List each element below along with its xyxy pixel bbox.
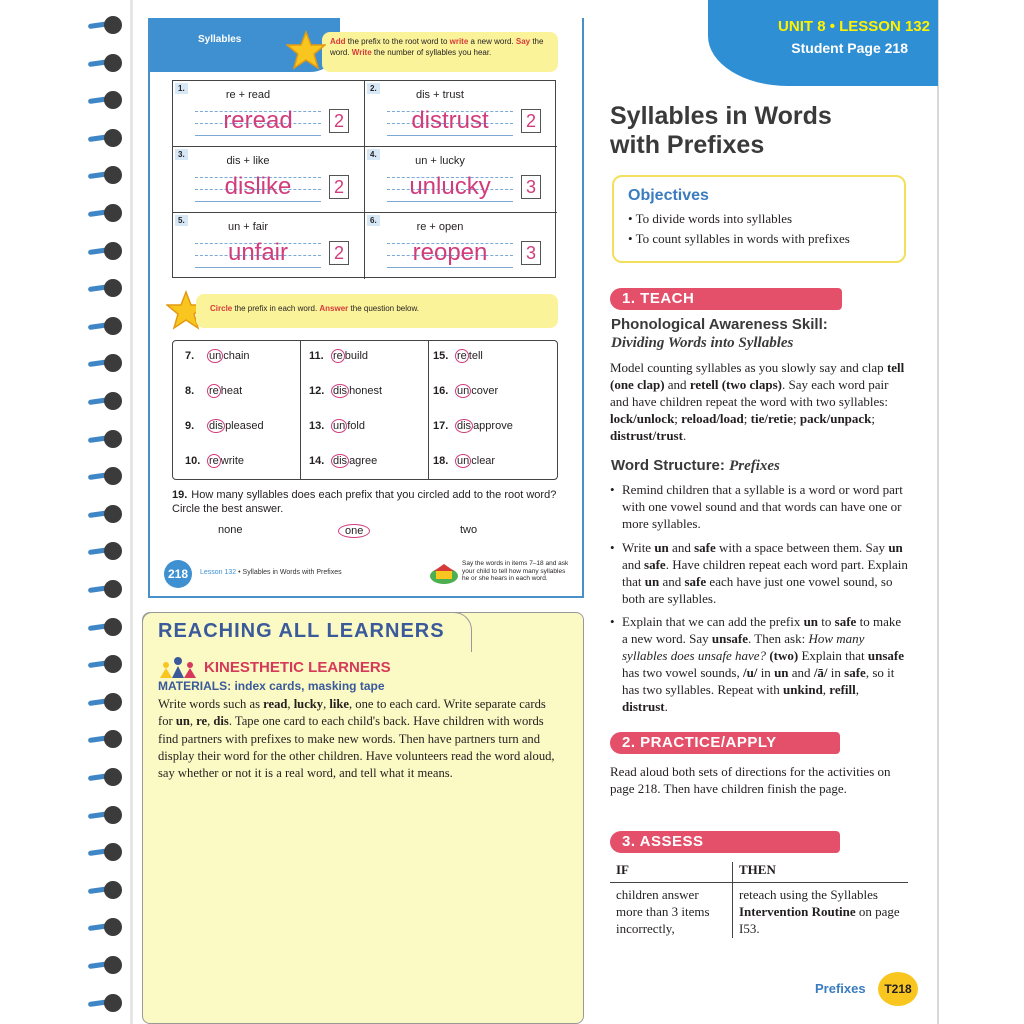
spiral-ring — [82, 392, 126, 410]
writing-line — [195, 201, 321, 202]
item-number: 11. — [309, 350, 324, 362]
item-number: 17. — [433, 420, 449, 432]
exercise1-cell — [173, 81, 365, 147]
word-parts: dis + like — [226, 155, 270, 167]
spiral-ring — [82, 655, 126, 673]
exercise2-item — [309, 384, 382, 398]
exercise2-item — [309, 349, 368, 363]
spiral-ring — [82, 129, 126, 147]
table-rule — [610, 882, 908, 883]
objectives-list — [628, 209, 890, 249]
directions-box-2 — [196, 294, 558, 328]
circled-prefix: un — [333, 420, 346, 432]
footer-lesson-text — [200, 569, 342, 576]
phonics-alive-logo — [426, 562, 462, 586]
word-remainder: build — [344, 350, 369, 362]
page-number: 218 — [164, 560, 192, 588]
spiral-ring — [82, 918, 126, 936]
student-page-banner — [150, 18, 586, 78]
item-number: 8. — [185, 385, 195, 397]
dir-text-4: the number of syllables you hear. — [371, 48, 492, 57]
objective-item: • To count syllables in words with prefixes — [628, 229, 890, 249]
directions-box-1 — [322, 32, 558, 72]
objective-item: • To divide words into syllables — [628, 209, 890, 229]
spiral-ring — [82, 505, 126, 523]
item-number: 6. — [367, 215, 380, 226]
reaching-body — [158, 696, 562, 782]
exercise1-cell — [365, 213, 557, 279]
circled-prefix: re — [209, 385, 219, 397]
skill-subtitle: Dividing Words into Syllables — [611, 335, 794, 351]
bold-word: dis — [213, 714, 229, 729]
item-number: 18. — [433, 455, 449, 467]
spiral-ring — [82, 580, 126, 598]
table-divider — [732, 862, 733, 938]
exercise2-item — [185, 384, 242, 398]
dir2-circle: Circle — [210, 304, 233, 313]
body-text: , — [323, 697, 330, 711]
then-cell — [739, 886, 909, 937]
spiral-ring — [82, 279, 126, 297]
spiral-binding — [82, 0, 132, 1024]
bold-word: read — [263, 697, 288, 711]
circled-prefix: re — [209, 455, 219, 467]
item-number: 2. — [367, 83, 380, 94]
spiral-ring — [82, 91, 126, 109]
materials-label: MATERIALS: — [158, 679, 232, 693]
question-19-number: 19. — [172, 489, 188, 501]
then-text-1: reteach using the Syllables — [739, 887, 878, 902]
exercise2-item — [309, 419, 365, 433]
spiral-ring — [82, 204, 126, 222]
body-text: Write words such as — [158, 697, 264, 711]
star-icon — [286, 30, 326, 70]
question-19-text: How many syllables does each prefix that you circled add to the root word? Circle the best answer. — [172, 489, 557, 515]
practice-paragraph: Read aloud both sets of directions for the activities on page 218. Then have children finish the page. — [610, 764, 891, 796]
answer-none: none — [218, 524, 243, 536]
written-word: reopen — [412, 239, 488, 266]
spiral-ring — [82, 956, 126, 974]
writing-line — [195, 135, 321, 136]
dir-add: Add — [330, 37, 346, 46]
spiral-ring — [82, 843, 126, 861]
spiral-ring — [82, 542, 126, 560]
item-number: 1. — [175, 83, 188, 94]
item-number: 5. — [175, 215, 188, 226]
kinesthetic-people-icon — [158, 656, 198, 680]
student-page — [148, 18, 584, 598]
circled-prefix: dis — [333, 385, 348, 397]
dir2-text-2: the question below. — [348, 304, 420, 313]
word-remainder: honest — [349, 385, 383, 397]
exercise1-cell — [365, 147, 557, 213]
exercise2-item — [185, 419, 264, 433]
dir-text-1: the prefix to the root word to — [345, 37, 450, 46]
bullet-item: • Explain that we can add the prefix un to safe to make a new word. Say unsafe. Then ask: How many syllables does unsafe have? (two) Explain that unsafe has two vowel sounds, /u/ in un and /ā/ in safe, so it has two syllables. Repeat with unkind, refill, distrust. — [610, 613, 908, 715]
word-remainder: agree — [349, 455, 378, 467]
if-cell: children answer more than 3 items incorrectly, — [616, 887, 710, 936]
dir2-text-1: the prefix in each word. — [232, 304, 320, 313]
syllable-count-box: 2 — [329, 175, 349, 199]
if-header: IF — [616, 862, 629, 877]
unit-lesson: UNIT 8 • LESSON 132 — [778, 18, 930, 35]
item-number: 13. — [309, 420, 325, 432]
body-text: , — [189, 714, 197, 729]
bold-word: re — [196, 714, 208, 729]
circled-prefix: un — [457, 455, 470, 467]
item-number: 10. — [185, 455, 201, 467]
exercise2-item — [309, 454, 377, 468]
bold-word: un — [175, 714, 190, 729]
dir-text-2: a new word. — [468, 37, 516, 46]
syllable-count-box: 2 — [521, 109, 541, 133]
dir-write: write — [449, 37, 469, 46]
footer-prefixes-label: Prefixes — [815, 981, 866, 996]
then-text-bold: Intervention Routine — [739, 904, 856, 919]
student-page-ref: Student Page 218 — [791, 40, 908, 56]
then-header: THEN — [739, 862, 776, 877]
exercise2-item — [185, 454, 244, 468]
lesson-title — [610, 102, 910, 160]
section-teach: 1. TEACH — [610, 288, 842, 310]
skill-title: Phonological Awareness Skill: — [611, 316, 828, 333]
item-number: 12. — [309, 385, 325, 397]
bullet-item: • Remind children that a syllable is a word or word part with one vowel sound and that words can have one or more syllables. — [610, 481, 908, 532]
body-text: , — [287, 697, 294, 711]
spiral-ring — [82, 242, 126, 260]
exercise1-cell — [173, 213, 365, 279]
lesson-title-line1: Syllables in Words — [610, 102, 832, 130]
footer-lesson: Lesson 132 — [200, 569, 237, 576]
word-remainder: cover — [471, 385, 499, 397]
word-remainder: approve — [473, 420, 513, 432]
circled-prefix: re — [333, 350, 343, 362]
exercise2-item — [433, 454, 495, 468]
section-label: Syllables — [198, 34, 242, 45]
body-text: . Tape one card to each child's back. Have children with words find partners with prefixes to make new words. Then have partners turn and display their word for the other children. Have volunteers read the word aloud, say whether or not it is a real word, and tell what it means. — [158, 714, 555, 781]
written-word: reread — [223, 107, 293, 134]
body-text: , — [207, 714, 214, 729]
body-text: , one to each card. Write separate cards for — [158, 697, 546, 729]
circled-prefix: dis — [209, 420, 224, 432]
exercise2-item — [433, 419, 513, 433]
footer-page-number: T218 — [878, 972, 918, 1006]
word-structure-subtitle: Prefixes — [729, 458, 780, 474]
spiral-ring — [82, 806, 126, 824]
written-word: unlucky — [409, 173, 491, 200]
spiral-ring — [82, 618, 126, 636]
spiral-ring — [82, 730, 126, 748]
spiral-ring — [82, 881, 126, 899]
lesson-title-line2: with Prefixes — [610, 131, 765, 159]
kinesthetic-title: KINESTHETIC LEARNERS — [204, 659, 391, 676]
word-structure-title: Word Structure: — [611, 457, 725, 474]
exercise1-cell — [365, 81, 557, 147]
spiral-ring — [82, 467, 126, 485]
word-structure-heading — [611, 457, 780, 475]
written-word: dislike — [224, 173, 292, 200]
syllable-count-box: 3 — [521, 241, 541, 265]
written-word: distrust — [411, 107, 489, 134]
word-remainder: tell — [468, 350, 483, 362]
writing-line — [387, 135, 513, 136]
item-number: 3. — [175, 149, 188, 160]
section-practice: 2. PRACTICE/APPLY — [610, 732, 840, 754]
dir-write2: Write — [351, 48, 372, 57]
question-19 — [172, 488, 572, 516]
circled-prefix: dis — [333, 455, 348, 467]
exercise2-grid — [172, 340, 558, 480]
spiral-ring — [82, 16, 126, 34]
word-parts: un + fair — [227, 221, 269, 233]
dir-text-3: the word. — [330, 37, 544, 57]
item-number: 9. — [185, 420, 195, 432]
objectives-title: Objectives — [628, 187, 709, 204]
spiral-ring — [82, 768, 126, 786]
item-number: 16. — [433, 385, 449, 397]
syllable-count-box: 3 — [521, 175, 541, 199]
writing-line — [195, 267, 321, 268]
word-parts: re + read — [225, 89, 271, 101]
exercise1-cell — [173, 147, 365, 213]
reaching-title: REACHING ALL LEARNERS — [158, 620, 445, 642]
materials-value: index cards, masking tape — [234, 679, 385, 693]
word-remainder: write — [220, 455, 245, 467]
item-number: 14. — [309, 455, 325, 467]
spiral-ring — [82, 354, 126, 372]
syllable-count-box: 2 — [329, 241, 349, 265]
word-parts: dis + trust — [416, 89, 464, 101]
page-right-edge — [937, 0, 939, 1024]
exercise1-grid — [172, 80, 556, 278]
then-text-2: on page I53. — [739, 904, 900, 936]
writing-line — [387, 267, 513, 268]
written-word: unfair — [227, 239, 289, 266]
student-page-footer — [164, 560, 574, 588]
materials-line — [158, 679, 385, 693]
teach-paragraph: Model counting syllables as you slowly say and clap tell (one clap) and retell (two claps). Say each word pair and have children repeat the word with two syllables: lock/unlock; reload/load; tie/retie; pack/unpack; distrust/trust. — [610, 360, 905, 443]
spiral-ring — [82, 166, 126, 184]
circled-prefix: re — [457, 350, 467, 362]
spiral-ring — [82, 693, 126, 711]
phonics-note: Say the words in items 7–18 and ask your child to tell how many syllables he or she hears in each word. — [462, 560, 569, 582]
word-parts: re + open — [416, 221, 464, 233]
item-number: 15. — [433, 350, 449, 362]
spiral-ring — [82, 54, 126, 72]
syllable-count-box: 2 — [329, 109, 349, 133]
circled-prefix: dis — [457, 420, 472, 432]
exercise2-item — [433, 384, 498, 398]
footer-sep: • — [236, 569, 243, 576]
item-number: 4. — [367, 149, 380, 160]
circled-prefix: un — [457, 385, 470, 397]
word-remainder: fold — [347, 420, 365, 432]
word-remainder: chain — [223, 350, 250, 362]
writing-line — [387, 201, 513, 202]
answer-one-selected: one — [338, 524, 370, 538]
bullet-item: • Write un and safe with a space between them. Say un and safe. Have children repeat each word part. Explain that un and safe each have just one vowel sound, so both are syllables. — [610, 539, 908, 607]
word-parts: un + lucky — [415, 155, 465, 167]
word-remainder: heat — [220, 385, 243, 397]
spiral-ring — [82, 317, 126, 335]
word-remainder: pleased — [225, 420, 264, 432]
exercise2-item — [433, 349, 483, 363]
bold-word: like — [329, 697, 349, 711]
objectives-box — [612, 175, 906, 263]
section-assess: 3. ASSESS — [610, 831, 840, 853]
spiral-ring — [82, 994, 126, 1012]
dir-say: Say — [515, 37, 531, 46]
spiral-ring — [82, 430, 126, 448]
exercise2-item — [185, 349, 250, 363]
answer-two: two — [460, 524, 478, 536]
dir2-answer: Answer — [319, 304, 349, 313]
word-remainder: clear — [471, 455, 496, 467]
circled-prefix: un — [209, 350, 222, 362]
bold-word: lucky — [293, 697, 324, 711]
footer-title: Syllables in Words with Prefixes — [242, 569, 342, 576]
item-number: 7. — [185, 350, 195, 362]
